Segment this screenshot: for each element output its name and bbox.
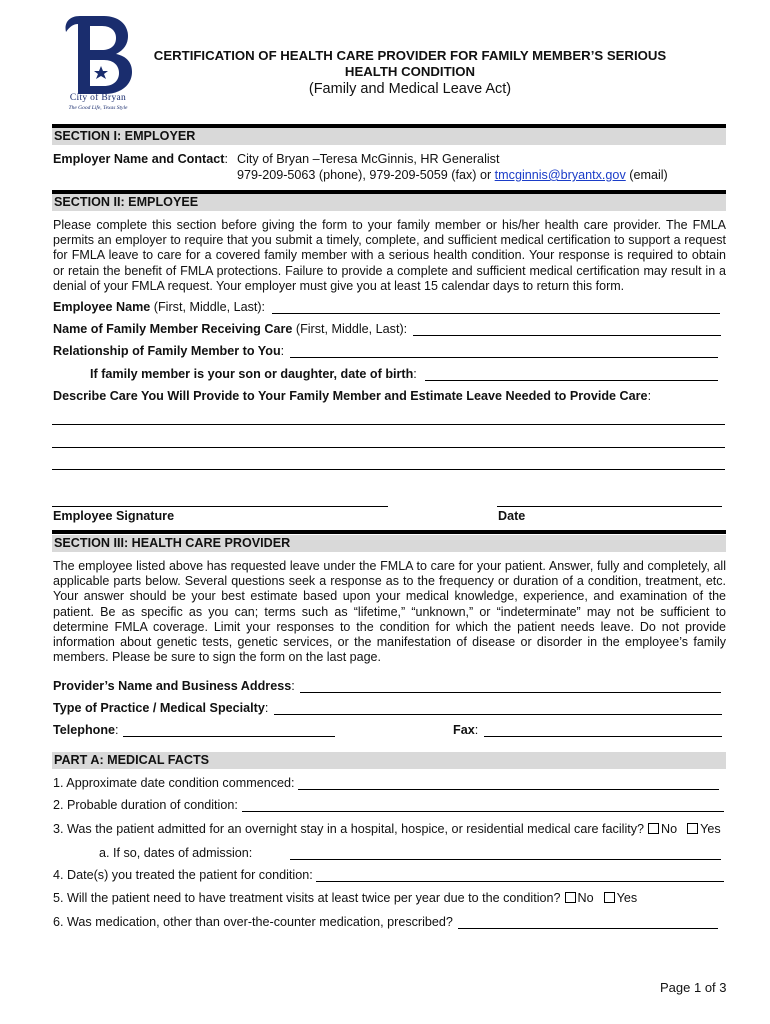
fax-field[interactable] [484,736,722,737]
employee-date-field[interactable] [497,506,722,507]
describe-care-row: Describe Care You Will Provide to Your Family Member and Estimate Leave Needed to Provide Care: [53,389,652,403]
family-member-hint: (First, Middle, Last): [292,322,408,336]
dob-field[interactable] [425,380,718,381]
dob-label: If family member is your son or daughter, date of birth [90,367,414,381]
q3-yes-label: Yes [700,822,721,836]
describe-care-label: Describe Care You Will Provide to Your Family Member and Estimate Leave Needed to Provide Care [53,389,648,403]
q5-yes-label: Yes [616,891,638,905]
employee-name-hint: (First, Middle, Last): [150,300,266,314]
section2-intro: Please complete this section before giving the form to your family member or his/her health care provider. The FMLA permits an employer to require that you submit a timely, complete, and sufficient medical certification to support a request for FMLA leave to care for a covered family member with a serious health condition. Your response is required to obtain or retain the benefit of FMLA protections. Failure to provide a complete and sufficient medical certification may result in a denial of your FMLA request. Your employer must give you at least 15 calendar days to return this form. [53,218,726,293]
form-title-line1: CERTIFICATION OF HEALTH CARE PROVIDER FOR FAMILY MEMBER’S SERIOUS [153,48,667,63]
section1-heading: SECTION I: EMPLOYER [54,129,196,143]
q2-field[interactable] [242,811,724,812]
family-member-row [53,322,407,336]
q3-label: 3. Was the patient admitted for an overnight stay in a hospital, hospice, or residential medical care facility? [53,822,645,836]
form-subtitle: (Family and Medical Leave Act) [308,81,512,97]
q5-no-checkbox[interactable] [565,892,576,903]
employee-name-field[interactable] [272,313,720,314]
contact-email-suffix: (email) [625,168,668,182]
q5-yes-checkbox[interactable] [604,892,615,903]
q1-field[interactable] [298,789,719,790]
describe-care-line-1[interactable] [52,424,725,425]
q6-field[interactable] [458,928,718,929]
q4-field[interactable] [316,881,724,882]
parta-heading: PART A: MEDICAL FACTS [54,753,210,767]
employee-name-row [53,300,265,314]
relationship-field[interactable] [290,357,718,358]
employer-contact [237,168,668,182]
section3-heading: SECTION III: HEALTH CARE PROVIDER [54,536,291,550]
employer-value: City of Bryan –Teresa McGinnis, HR Generalist [237,152,500,166]
page-number: Page 1 of 3 [660,980,727,995]
relationship-row: Relationship of Family Member to You: [53,344,285,358]
q3-yes-checkbox[interactable] [687,823,698,834]
employer-email-link[interactable]: tmcginnis@bryantx.gov [494,168,626,182]
provider-label: Provider’s Name and Business Address [53,679,292,693]
employee-signature-label: Employee Signature [53,509,175,523]
q3-no-label: No [661,822,678,836]
practice-field[interactable] [274,714,722,715]
contact-phone-fax: 979-209-5063 (phone), 979-209-5059 (fax) or [237,168,495,182]
telephone-field[interactable] [123,736,335,737]
q5-row [53,891,637,905]
q2-label: 2. Probable duration of condition: [53,798,238,812]
employer-label: Employer Name and Contact [53,152,225,166]
practice-label: Type of Practice / Medical Specialty [53,701,265,715]
dob-row: If family member is your son or daughter, date of birth: [90,367,417,381]
family-member-label: Name of Family Member Receiving Care [53,322,293,336]
practice-row: Type of Practice / Medical Specialty: [53,701,269,715]
q3a-label: a. If so, dates of admission: [99,846,253,860]
logo-city-name: City of Bryan [69,93,127,103]
telephone-row: Telephone: [53,723,119,737]
employee-name-label: Employee Name [53,300,151,314]
provider-field[interactable] [300,692,721,693]
fax-label: Fax [453,723,475,737]
section-divider [52,530,726,534]
q5-no-label: No [577,891,594,905]
employee-signature-field[interactable] [52,506,388,507]
family-member-name-field[interactable] [413,335,721,336]
q3-row [53,822,721,836]
q3-no-checkbox[interactable] [648,823,659,834]
describe-care-line-3[interactable] [52,469,725,470]
employer-label-row: Employer Name and Contact: [53,152,228,166]
logo-tagline: The Good Life, Texas Style [68,105,128,111]
provider-row: Provider’s Name and Business Address: [53,679,295,693]
q5-label: 5. Will the patient need to have treatment visits at least twice per year due to the condition? [53,891,561,905]
q3a-field[interactable] [290,859,721,860]
relationship-label: Relationship of Family Member to You [53,344,281,358]
section3-intro: The employee listed above has requested leave under the FMLA to care for your patient. Answer, fully and completely, all applicable parts below. Several questions seek a response as to the frequency or duration of a condition, treatment, etc. Your answer should be your best estimate based upon your medical knowledge, experience, and examination of the patient. Be as specific as you can; terms such as “lifetime,” “unknown,” or “indeterminate” may not be sufficient to determine FMLA coverage. Limit your responses to the condition for which the patient needs leave. Do not provide information about genetic tests, genetic services, or the manifestation of disease or disorder in the employee’s family members. Please be sure to sign the form on the last page. [53,559,726,665]
fax-row: Fax: [453,723,479,737]
employee-date-label: Date [498,509,526,523]
describe-care-line-2[interactable] [52,447,725,448]
q1-label: 1. Approximate date condition commenced: [53,776,295,790]
q4-label: 4. Date(s) you treated the patient for condition: [53,868,313,882]
telephone-label: Telephone [53,723,116,737]
section2-heading: SECTION II: EMPLOYEE [54,195,199,209]
form-title-line2: HEALTH CONDITION [344,64,476,79]
q6-label: 6. Was medication, other than over-the-counter medication, prescribed? [53,915,453,929]
